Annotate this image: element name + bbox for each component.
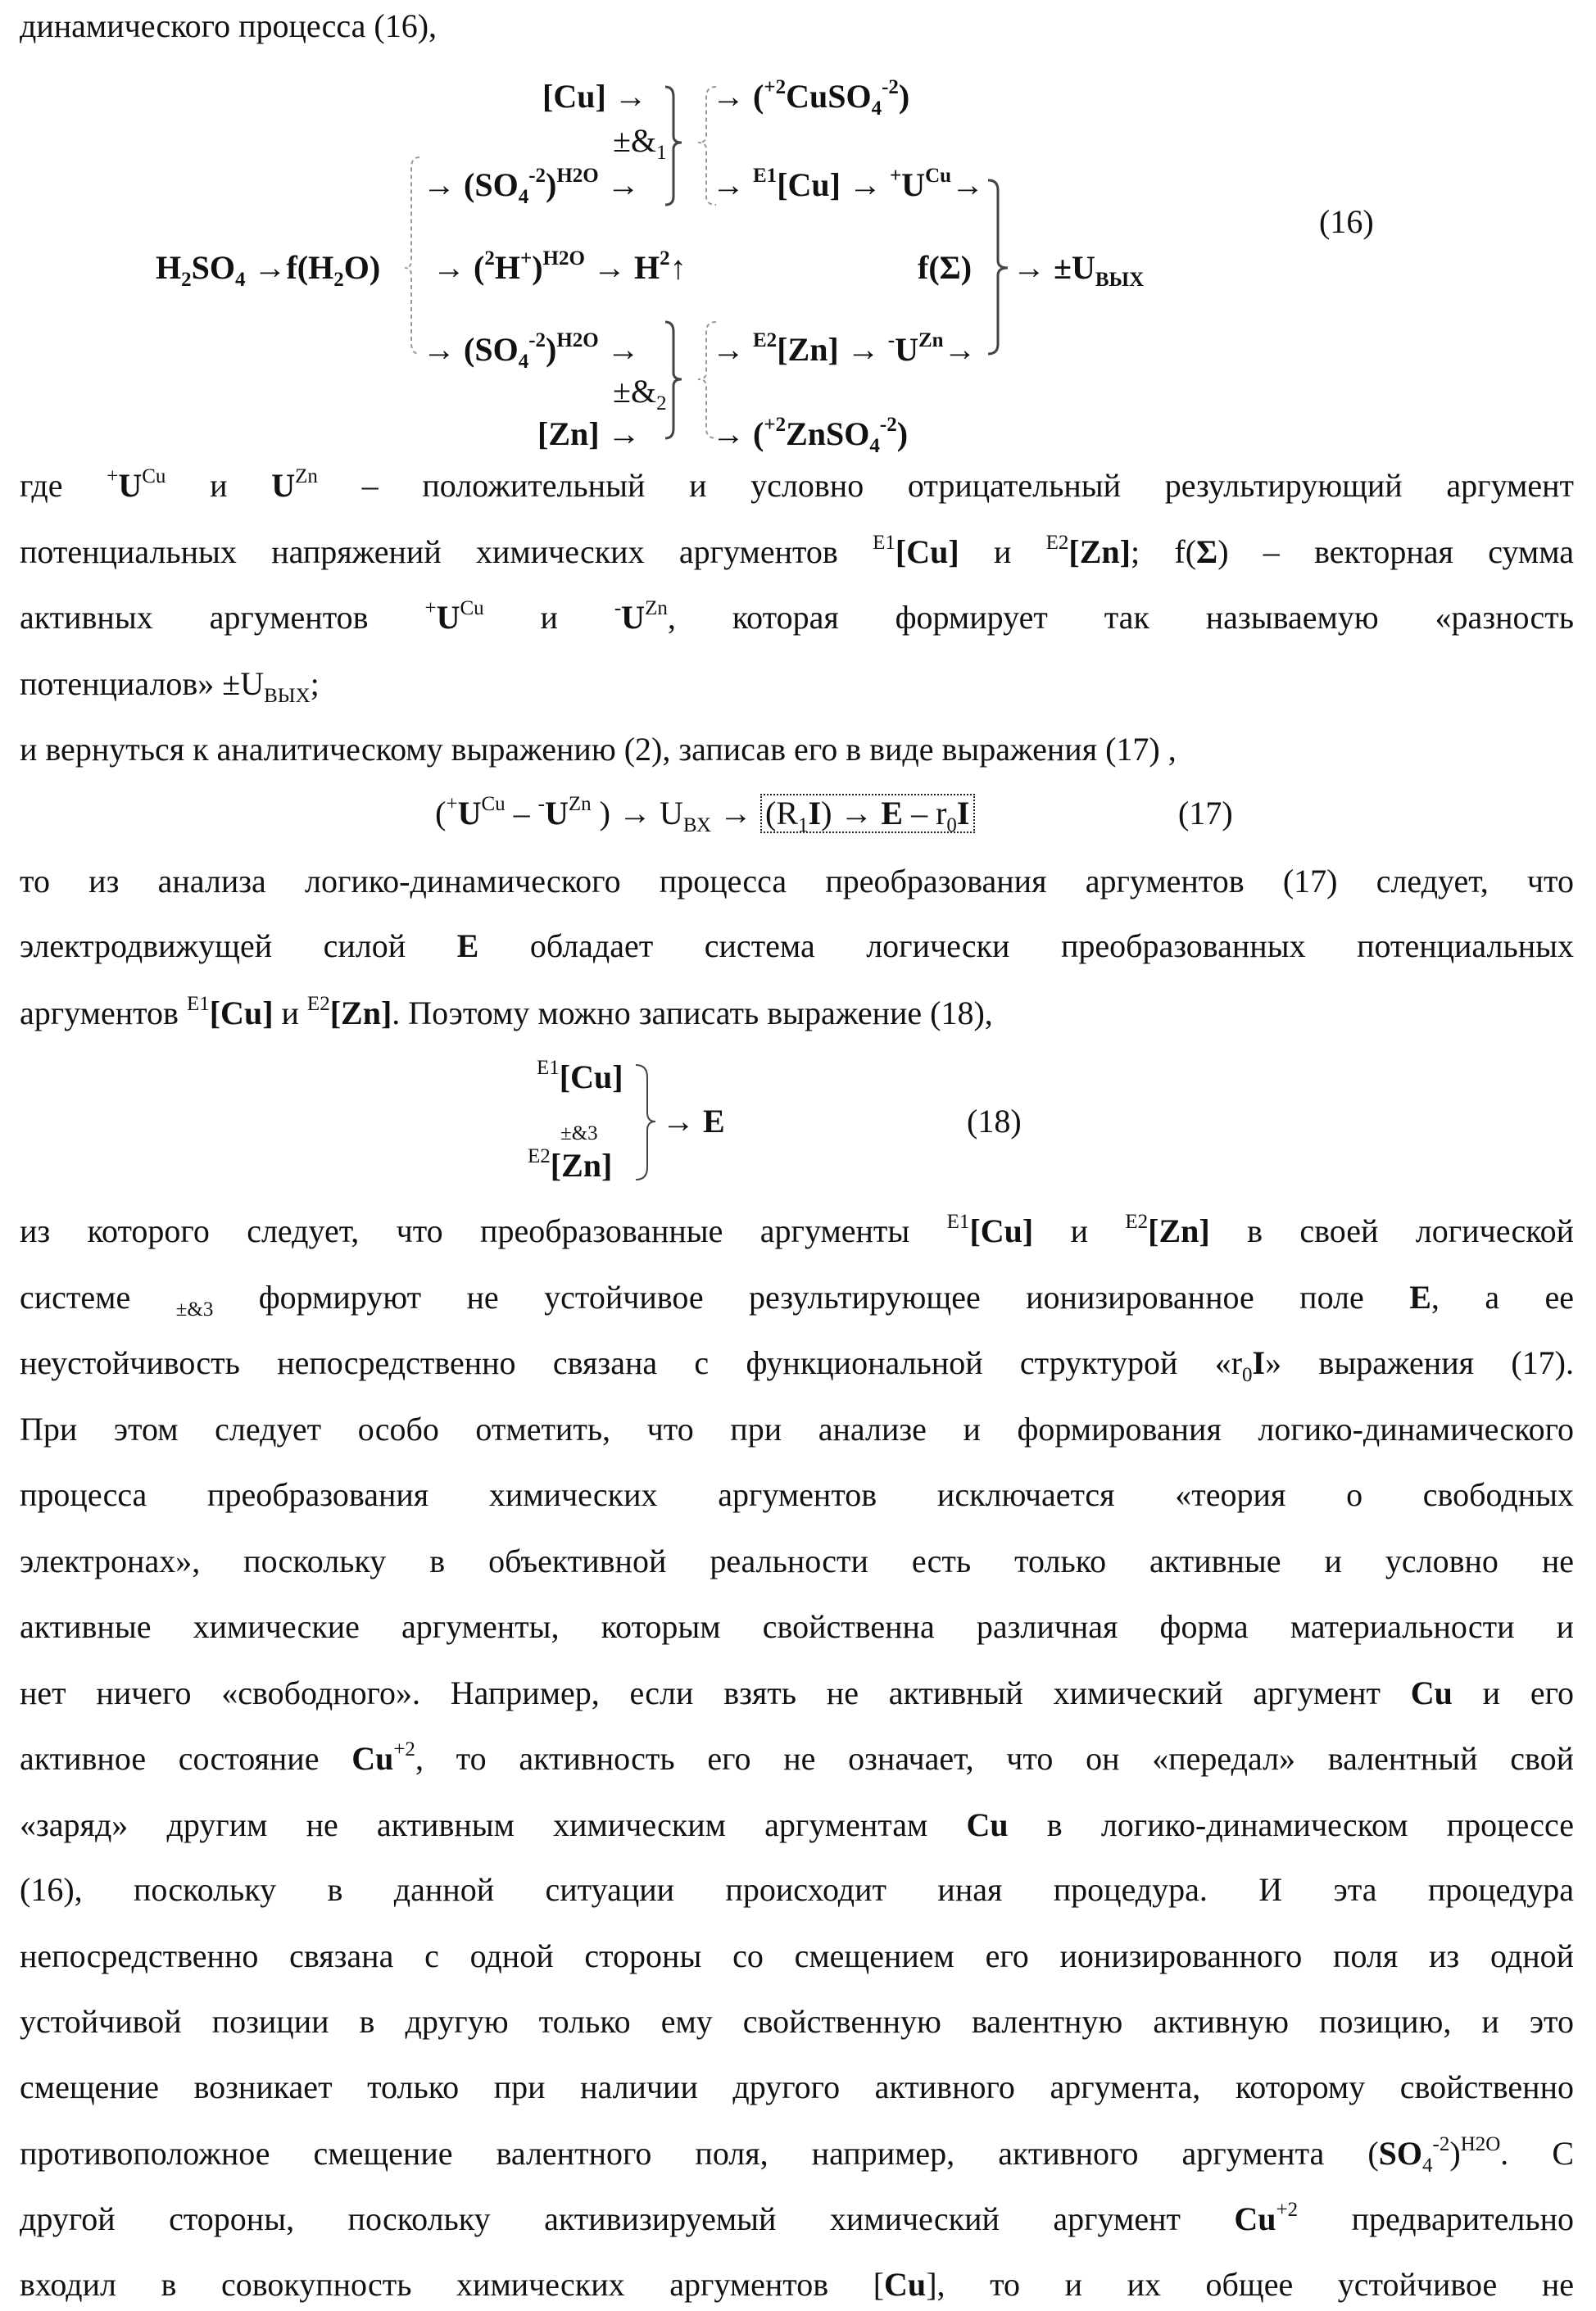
b-text: E [457,927,479,964]
b-text: Σ [1196,533,1217,570]
sup-text: Cu [460,597,483,619]
text-run: ±& [613,373,656,410]
text-run: ; f( [1131,533,1196,570]
b-text: U [118,467,142,504]
text-line [20,1475,1574,1515]
text-run: ) [897,415,908,452]
sup-text: Zn [569,793,592,815]
text-run: входил в совокупность химических аргументов [ [20,2266,884,2303]
sup-text: - [614,597,621,619]
text-run: предварительно [1298,2200,1574,2237]
text-run: смещение возникает только при наличии другого активного аргумента, которому свойственно [20,2069,1574,2105]
text-run: ) → U [592,795,683,832]
sup-text: +2 [764,76,786,98]
b-text: I [957,795,970,832]
text-run: обладает система логически преобразованных потенциальных [478,927,1574,964]
text-run: и [959,533,1046,570]
sub-text: 4 [869,435,880,457]
text-line [20,1674,1574,1713]
text-run: U [901,166,925,203]
b-text: [Zn] [1148,1212,1210,1249]
text-run: – положительный и условно отрицательный результирующий аргумент [318,467,1574,504]
text-line [20,2134,1574,2173]
text-line [20,1937,1574,1976]
text-run: устойчивой позиции в другую только ему свойственную валентную активную позицию, и это [20,2003,1574,2040]
b-text: → E [662,1103,725,1140]
text-run: ↑ [670,249,687,286]
sup-text: Cu [481,793,505,815]
sub-text: ВЫХ [264,685,311,707]
text-line [20,1607,1574,1647]
text-run: → (SO [423,166,519,203]
sub-text: 4 [519,351,529,373]
b-text: [Zn] [551,1147,613,1184]
text-run: активные химические аргументы, которым свойственна различная форма материальности и [20,1608,1574,1645]
sup-text: E2 [307,993,330,1015]
sup-text: E2 [1046,532,1069,554]
text-run: ) – векторная сумма [1217,533,1574,570]
text-run: ) [546,331,556,368]
text-run: → ( [433,249,484,286]
sup-text: -2 [1433,2133,1450,2155]
text-run: H [156,249,181,286]
eq18-number: (18) [967,1103,1022,1140]
sub-text: 2 [333,269,344,291]
text-run: ZnSO [786,415,869,452]
text-run: O) [344,249,380,286]
text-line [20,2200,1574,2239]
text-run: – r [903,795,946,832]
sup-text: Zn [918,329,944,351]
text-run: системе [20,1279,176,1316]
sup-text: -2 [880,414,897,436]
text-run: → [712,331,753,368]
text-line [20,1739,1574,1779]
text-run: потенциалов» ±U [20,665,264,702]
text-run: [Cu] → [542,78,647,115]
sup-text: -2 [528,165,546,187]
sub-text: 2 [181,269,192,291]
text-run: ) [1449,2135,1460,2172]
sub-text: 4 [519,186,529,208]
b-text: [Cu] [560,1058,623,1095]
text-run: активных аргументов [20,599,424,636]
text-run: → [712,166,753,203]
text-line [20,1806,1574,1845]
text-run: CuSO [786,78,872,115]
text-run: ( [435,795,446,832]
text-run: [Zn] → [537,415,641,452]
sup-text: Cu [925,165,951,187]
text-run: U [895,331,918,368]
text-run: ; [311,665,320,702]
text-run: , то активность его не означает, что он «передал» валентный свой [415,1740,1574,1777]
b-text: Cu [1411,1674,1453,1711]
sup-text: + [424,597,436,619]
b-text: U [458,795,482,832]
sub-text: 2 [656,392,667,415]
sup-text: -2 [528,329,546,351]
text-run: потенциальных напряжений химических аргументов [20,533,873,570]
text-line [20,1278,1574,1317]
b-text: Cu [966,1806,1008,1843]
sub-text: 4 [872,97,882,120]
b-text: [Cu] [895,533,959,570]
sup-text: + [890,165,901,187]
text-run: → ( [712,415,764,452]
text-run: неустойчивость непосредственно связана с функциональной структурой «r [20,1344,1242,1381]
sup-text: E1 [753,165,777,187]
sup-text: +2 [764,414,786,436]
text-run: → ( [712,78,764,115]
text-run: , которая формирует так называемую «разность [668,599,1574,636]
b-text: I [1253,1344,1266,1381]
b-text: Cu [884,2266,926,2303]
sup-text: E2 [753,329,777,351]
text-run: [Zn] → [777,331,888,368]
eq17-number: (17) [1178,795,1233,832]
sup-text: E2 [1125,1211,1148,1233]
sup-text: H2O [543,247,585,270]
sub-text: ВЫХ [1095,269,1144,291]
sub-text: 1 [656,142,667,164]
sup-text: - [888,329,895,351]
sup-text: 2 [660,247,670,270]
sup-text: E1 [537,1057,560,1079]
sup-text: Zn [295,465,318,487]
text-run: (R [765,795,798,832]
text-run: При этом следует особо отметить, что при анализе и формирования логико-динамического [20,1411,1574,1448]
text-run: противоположное смещение валентного поля, например, активного аргумента ( [20,2135,1379,2172]
sub-text: 4 [235,269,246,291]
text-run: f(Σ) [918,249,972,286]
text-run: . С [1500,2135,1574,2172]
text-run: SO [192,249,235,286]
text-run: формируют не устойчивое результирующее ионизированное поле [213,1279,1409,1316]
text-run: и [484,599,614,636]
sup-text: -2 [882,76,899,98]
b-text: U [437,599,460,636]
text-run: и его [1453,1674,1574,1711]
b-text: [Zn] [1068,533,1131,570]
text-line [20,1870,1574,1910]
b-text: U [545,795,569,832]
text-run: из которого следует, что преобразованные аргументы [20,1212,947,1249]
b-text: U [621,599,645,636]
text-run: непосредственно связана с одной стороны со смещением его ионизированного поля из одной [20,1937,1574,1974]
b-text: E [1409,1279,1431,1316]
text-run: другой стороны, поскольку активизируемый химический аргумент [20,2200,1234,2237]
text-run: [Cu] → [777,166,890,203]
text-line [20,1344,1574,1383]
eq16-number: (16) [1319,204,1374,240]
text-run: H [495,249,520,286]
text-run: → [599,331,640,368]
text-run: ) [899,78,909,115]
text-run: электронах», поскольку в объективной реальности есть только активные и условно не [20,1543,1574,1579]
text-run: в логико-динамическом процессе [1009,1806,1574,1843]
sup-text: H2O [1461,2133,1501,2155]
text-run: и [165,467,271,504]
b-text: [Zn] [330,995,392,1031]
sub-text: 4 [1422,2155,1433,2177]
sup-text: +2 [1276,2199,1299,2221]
sup-text: Cu [142,465,165,487]
sup-text: E2 [528,1145,551,1167]
text-run: активное состояние [20,1740,351,1777]
sup-text: + [107,465,118,487]
text-run: ], то и их общее устойчивое не [926,2266,1574,2303]
text-run: » выражения (17). [1265,1344,1574,1381]
text-run: динамического процесса (16), [20,7,437,44]
sup-text: + [446,793,457,815]
text-run: ±& [613,122,656,159]
b-text: U [271,467,295,504]
text-run: → ±U [1013,249,1095,286]
sub-text: 0 [1242,1364,1253,1386]
text-line [20,1542,1574,1581]
text-run: , а ее [1431,1279,1574,1316]
sub-text: ±&3 [560,1122,598,1144]
sub-text: 0 [946,814,957,836]
b-text: I [809,795,822,832]
sub-text: ВХ [683,814,711,836]
b-text: SO [1379,2135,1422,2172]
text-line [20,2068,1574,2107]
text-run: и [1033,1212,1125,1249]
text-run: в своей логической [1210,1212,1574,1249]
text-run: «заряд» другим не активным химическим аргументам [20,1806,966,1843]
sup-text: H2O [556,329,598,351]
text-run: ) → [821,795,881,832]
text-run: → [951,166,984,203]
text-run: нет ничего «свободного». Например, если взять не активный химический аргумент [20,1674,1411,1711]
text-run: ) [546,166,556,203]
sup-text: +2 [393,1738,415,1760]
sup-text: + [520,247,532,270]
b-text: Cu [1234,2200,1276,2237]
text-run: ) [532,249,542,286]
sub-text: 1 [798,814,809,836]
b-text: [Cu] [210,995,274,1031]
text-run: . Поэтому можно записать выражение (18), [392,995,993,1031]
text-run: → (SO [423,331,519,368]
text-run: (16), поскольку в данной ситуации происходит иная процедура. И эта процедура [20,1871,1574,1908]
sup-text: - [538,793,545,815]
text-run: – [506,795,538,832]
text-line [20,1410,1574,1449]
text-run: и [274,995,307,1031]
b-text: Cu [351,1740,393,1777]
text-line [20,2002,1574,2041]
sub-text: ±&3 [176,1298,214,1321]
text-run: →f(H [245,249,333,286]
sup-text: E1 [873,532,895,554]
text-run: процесса преобразования химических аргументов исключается «теория о свободных [20,1476,1574,1513]
eq18-brace [0,0,1596,1229]
text-run: → [944,331,977,368]
text-line [20,2265,1574,2304]
b-text: E [881,795,903,832]
b-text: [Cu] [969,1212,1033,1249]
sup-text: 2 [484,247,495,270]
text-run: → H [585,249,660,286]
text-run: → [599,166,640,203]
sup-text: H2O [556,165,598,187]
text-run: аргументов [20,995,187,1031]
text-run: и вернуться к аналитическому выражению (2), записав его в виде выражения (17) , [20,731,1177,768]
sup-text: E1 [187,993,210,1015]
text-run: электродвижущей силой [20,927,457,964]
sup-text: E1 [947,1211,970,1233]
text-run: → [711,795,752,832]
text-run: то из анализа логико-динамического процесса преобразования аргументов (17) следует, что [20,863,1574,899]
text-run: где [20,467,107,504]
sup-text: Zn [645,597,668,619]
